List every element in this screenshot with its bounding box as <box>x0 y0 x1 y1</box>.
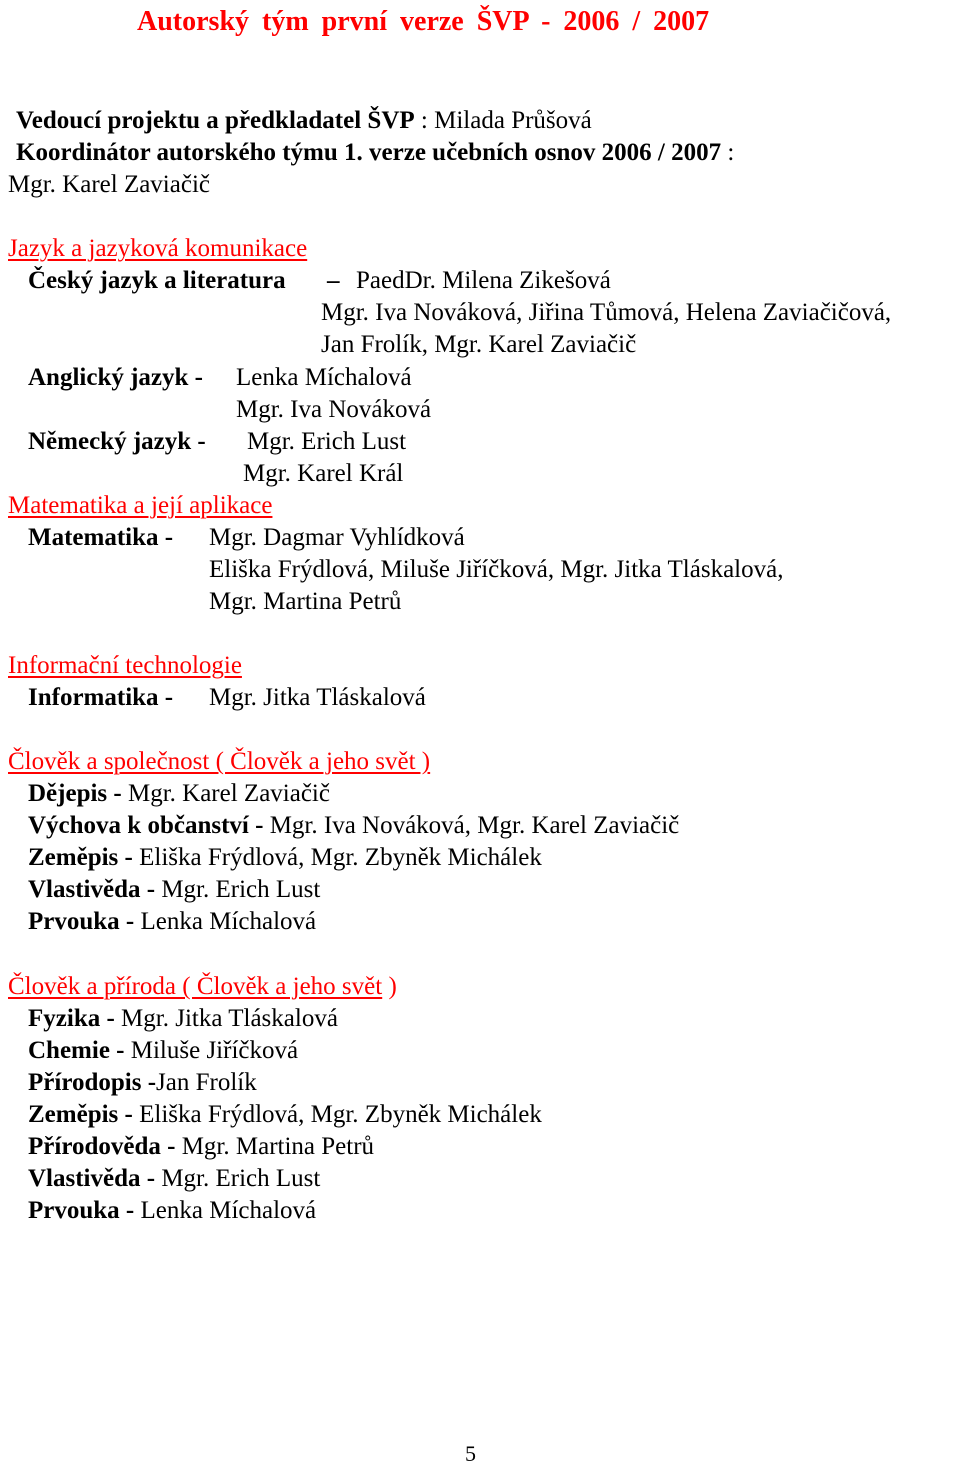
society-label: Prvouka - <box>28 908 135 935</box>
nature-names: Jan Frolík <box>156 1069 257 1096</box>
page-title: Autorský tým první verze ŠVP - 2006 / 2007 <box>137 6 710 37</box>
list-item <box>28 907 316 937</box>
section-heading-nature <box>8 972 397 1002</box>
nature-label: Chemie - <box>28 1037 125 1064</box>
math-names-3: Mgr. Martina Petrů <box>209 588 402 615</box>
nature-label: Prvouka - <box>28 1197 135 1224</box>
society-names: Mgr. Erich Lust <box>161 876 321 903</box>
society-label: Vlastivěda - <box>28 876 156 903</box>
coordinator-line <box>16 138 734 168</box>
society-label: Zeměpis - <box>28 844 133 871</box>
society-names: Eliška Frýdlová, Mgr. Zbyněk Michálek <box>139 844 542 871</box>
section-heading-nature-close: ) <box>388 973 397 1000</box>
german-label: Německý jazyk - <box>28 428 206 455</box>
nature-label: Zeměpis - <box>28 1101 133 1128</box>
it-names-1: Mgr. Jitka Tláskalová <box>209 684 426 711</box>
math-names-1: Mgr. Dagmar Vyhlídková <box>209 524 465 551</box>
nature-names: Mgr. Erich Lust <box>161 1165 321 1192</box>
society-names: Mgr. Karel Zaviačič <box>127 780 330 807</box>
nature-names: Miluše Jiříčková <box>130 1037 299 1064</box>
german-names-1: Mgr. Erich Lust <box>247 428 407 455</box>
coordinator-separator: : <box>721 139 735 166</box>
nature-label: Vlastivěda - <box>28 1165 156 1192</box>
section-heading-society: Člověk a společnost ( Člověk a jeho svět ) <box>8 748 431 775</box>
list-item <box>28 1164 320 1194</box>
list-item <box>28 1100 542 1130</box>
project-lead-label: Vedoucí projektu a předkladatel ŠVP <box>16 107 415 134</box>
coordinator-name: Mgr. Karel Zaviačič <box>8 171 210 198</box>
german-names-2: Mgr. Karel Král <box>243 460 404 487</box>
it-label: Informatika - <box>28 684 174 711</box>
list-item <box>28 779 330 809</box>
math-names-2: Eliška Frýdlová, Miluše Jiříčková, Mgr. Jitka Tláskalová, <box>209 556 784 583</box>
list-item <box>28 811 679 841</box>
society-names: Lenka Míchalová <box>140 908 317 935</box>
section-heading-math: Matematika a její aplikace <box>8 492 273 519</box>
society-names: Mgr. Iva Nováková, Mgr. Karel Zaviačič <box>269 812 680 839</box>
nature-names: Lenka Míchalová <box>140 1197 317 1224</box>
czech-names-3: Jan Frolík, Mgr. Karel Zaviačič <box>321 331 637 358</box>
czech-names-2: Mgr. Iva Nováková, Jiřina Tůmová, Helena Zaviačičová, <box>321 299 892 326</box>
czech-label: Český jazyk a literatura <box>28 267 286 294</box>
section-heading-it: Informační technologie <box>8 652 242 679</box>
list-item <box>28 843 542 873</box>
math-label: Matematika - <box>28 524 174 551</box>
nature-names: Mgr. Martina Petrů <box>181 1133 375 1160</box>
nature-label: Přírodopis - <box>28 1069 157 1096</box>
czech-names-1: PaedDr. Milena Zikešová <box>356 267 611 294</box>
list-item <box>28 875 320 905</box>
list-item <box>28 1036 298 1066</box>
nature-label: Fyzika - <box>28 1005 115 1032</box>
society-label: Dějepis - <box>28 780 122 807</box>
section-heading-language: Jazyk a jazyková komunikace <box>8 235 308 262</box>
czech-row <box>28 266 286 296</box>
nature-names: Eliška Frýdlová, Mgr. Zbyněk Michálek <box>139 1101 542 1128</box>
project-lead-line <box>16 106 592 136</box>
list-item <box>28 1132 374 1162</box>
society-label: Výchova k občanství - <box>28 812 264 839</box>
english-names-1: Lenka Míchalová <box>236 364 412 391</box>
czech-dash: – <box>327 267 340 294</box>
list-item <box>28 1196 316 1226</box>
english-label: Anglický jazyk - <box>28 364 203 391</box>
project-lead-name: Milada Průšová <box>434 107 592 134</box>
list-item <box>28 1068 257 1098</box>
project-lead-separator: : <box>414 107 435 134</box>
page-number: 5 <box>465 1441 476 1466</box>
section-heading-nature-main: Člověk a příroda ( Člověk a jeho svět <box>8 973 383 1000</box>
english-names-2: Mgr. Iva Nováková <box>236 396 432 423</box>
nature-label: Přírodověda - <box>28 1133 176 1160</box>
coordinator-label: Koordinátor autorského týmu 1. verze učebních osnov 2006 / 2007 <box>16 139 722 166</box>
nature-names: Mgr. Jitka Tláskalová <box>121 1005 338 1032</box>
list-item <box>28 1004 338 1034</box>
